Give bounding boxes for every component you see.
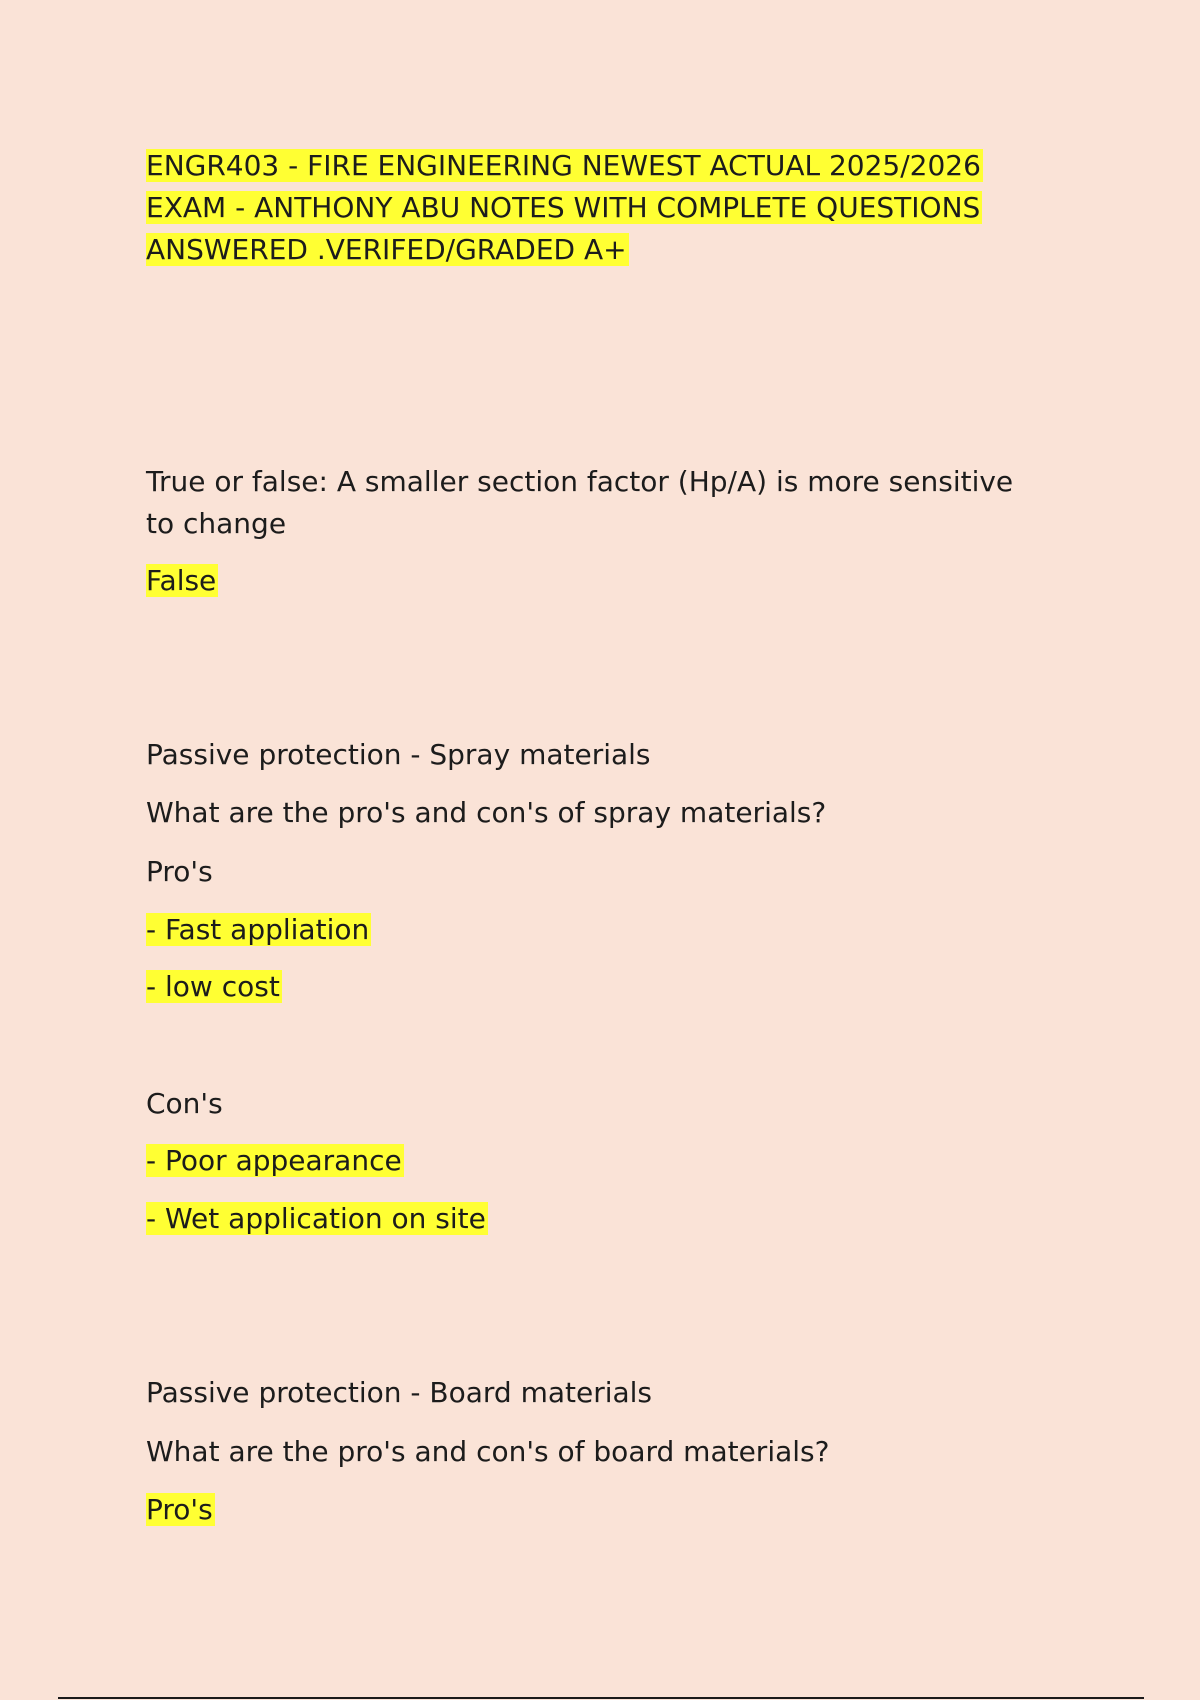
title-line-2: EXAM - ANTHONY ABU NOTES WITH COMPLETE QUESTIONS	[146, 191, 981, 224]
question-2-con-item: - Wet application on site	[146, 1202, 486, 1235]
question-2-pros-label: Pro's	[146, 855, 213, 888]
question-2-text: What are the pro's and con's of spray materials?	[146, 796, 827, 829]
title-line-3: ANSWERED .VERIFED/GRADED A+	[146, 233, 627, 266]
question-2-con-item: - Poor appearance	[146, 1144, 402, 1177]
question-1-text-line-2: to change	[146, 507, 287, 540]
question-3-text: What are the pro's and con's of board materials?	[146, 1435, 830, 1468]
question-2-pro-item: - Fast appliation	[146, 913, 370, 946]
bottom-divider	[58, 1697, 1144, 1699]
question-2-heading: Passive protection - Spray materials	[146, 738, 651, 771]
question-1-text-line-1: True or false: A smaller section factor (Hp/A) is more sensitive	[146, 465, 1014, 498]
question-1-answer: False	[146, 564, 217, 597]
question-2-cons-label: Con's	[146, 1087, 223, 1120]
question-3-pros-label: Pro's	[146, 1493, 213, 1526]
title-line-1: ENGR403 - FIRE ENGINEERING NEWEST ACTUAL 2025/2026	[146, 149, 981, 182]
question-3-heading: Passive protection - Board materials	[146, 1376, 653, 1409]
question-2-pro-item: - low cost	[146, 970, 280, 1003]
